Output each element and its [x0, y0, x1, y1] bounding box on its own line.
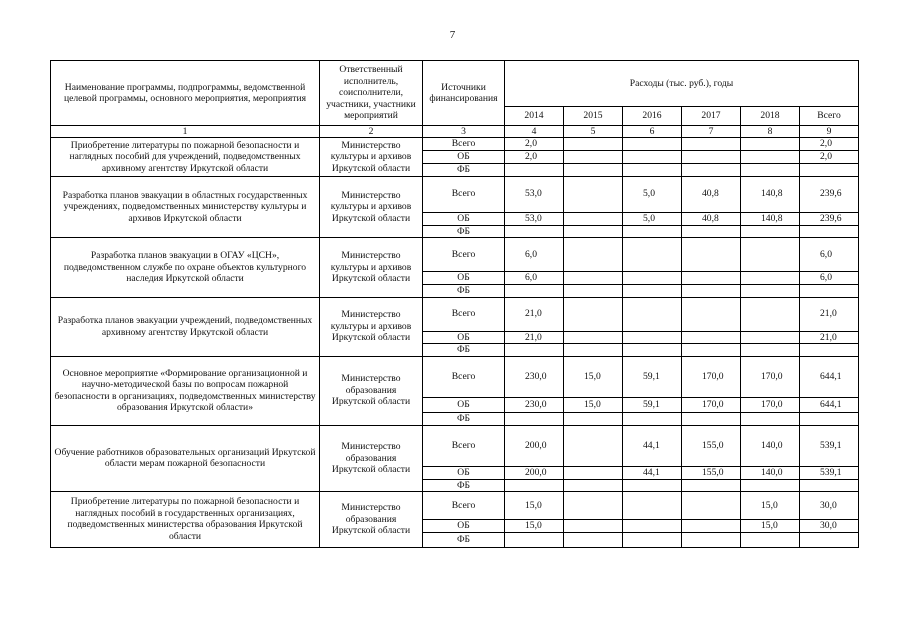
year-value: 140,8	[741, 176, 800, 212]
year-value	[623, 238, 682, 272]
year-value: 170,0	[682, 397, 741, 412]
year-value	[682, 520, 741, 533]
year-value: 15,0	[741, 492, 800, 520]
year-value: 21,0	[505, 331, 564, 344]
year-value: 15,0	[505, 520, 564, 533]
year-value: 6,0	[505, 238, 564, 272]
total-value: 30,0	[800, 492, 859, 520]
year-value	[564, 412, 623, 425]
column-number: 5	[564, 126, 623, 138]
year-value: 15,0	[564, 356, 623, 397]
year-value	[623, 272, 682, 285]
year-value: 6,0	[505, 272, 564, 285]
year-value	[564, 164, 623, 177]
column-number: 6	[623, 126, 682, 138]
funding-source: ФБ	[423, 164, 505, 177]
responsible-executor: Министерство образования Иркутской области	[320, 356, 423, 425]
total-value: 644,1	[800, 356, 859, 397]
year-value	[741, 138, 800, 151]
year-header: 2015	[564, 107, 623, 126]
year-value: 2,0	[505, 151, 564, 164]
table-row	[51, 138, 859, 151]
year-value: 44,1	[623, 466, 682, 479]
year-value: 53,0	[505, 176, 564, 212]
year-value	[505, 479, 564, 492]
column-number: 9	[800, 126, 859, 138]
year-value	[564, 272, 623, 285]
year-value: 21,0	[505, 297, 564, 331]
table-row	[51, 297, 859, 331]
year-value: 170,0	[741, 397, 800, 412]
year-value	[682, 492, 741, 520]
year-value	[741, 238, 800, 272]
year-value	[623, 285, 682, 298]
year-value	[682, 151, 741, 164]
year-value	[505, 532, 564, 547]
column-number: 8	[741, 126, 800, 138]
total-value: 2,0	[800, 138, 859, 151]
total-value: 2,0	[800, 151, 859, 164]
responsible-executor: Министерство культуры и архивов Иркутской области	[320, 176, 423, 238]
table-body	[51, 138, 859, 548]
year-header: 2018	[741, 107, 800, 126]
year-value	[623, 412, 682, 425]
responsible-executor: Министерство образования Иркутской области	[320, 425, 423, 492]
year-header: 2016	[623, 107, 682, 126]
table-header	[51, 61, 859, 138]
table-row	[51, 356, 859, 397]
year-value: 44,1	[623, 425, 682, 466]
year-value	[682, 138, 741, 151]
year-value: 5,0	[623, 212, 682, 225]
year-value	[564, 425, 623, 466]
measure-name: Приобретение литературы по пожарной безопасности и наглядных пособий для учреждений, подведомственных архивному агентству Иркутской области	[51, 138, 320, 177]
total-value: 30,0	[800, 520, 859, 533]
year-value	[505, 412, 564, 425]
year-value: 140,0	[741, 425, 800, 466]
col-source-header: Источники финансирования	[423, 61, 505, 126]
total-value: 644,1	[800, 397, 859, 412]
year-value: 2,0	[505, 138, 564, 151]
responsible-executor: Министерство образования Иркутской области	[320, 492, 423, 548]
year-value: 230,0	[505, 397, 564, 412]
col-expenses-header: Расходы (тыс. руб.), годы	[505, 61, 859, 107]
year-value	[564, 238, 623, 272]
year-value: 15,0	[505, 492, 564, 520]
year-value	[741, 285, 800, 298]
total-value	[800, 225, 859, 238]
responsible-executor: Министерство культуры и архивов Иркутской области	[320, 138, 423, 177]
year-value	[682, 532, 741, 547]
year-value	[682, 412, 741, 425]
total-value	[800, 412, 859, 425]
funding-source: ФБ	[423, 479, 505, 492]
year-value: 5,0	[623, 176, 682, 212]
year-value	[505, 225, 564, 238]
year-value	[564, 285, 623, 298]
funding-source: ОБ	[423, 466, 505, 479]
year-value	[564, 138, 623, 151]
total-value: 6,0	[800, 238, 859, 272]
year-value	[741, 331, 800, 344]
year-header: 2014	[505, 107, 564, 126]
year-value	[741, 272, 800, 285]
total-value	[800, 344, 859, 357]
column-number: 7	[682, 126, 741, 138]
table-row	[51, 492, 859, 520]
year-value	[564, 479, 623, 492]
column-number-row	[51, 126, 859, 138]
year-value: 15,0	[564, 397, 623, 412]
column-number: 1	[51, 126, 320, 138]
funding-source: ОБ	[423, 397, 505, 412]
year-value	[623, 479, 682, 492]
year-value	[682, 297, 741, 331]
year-value	[741, 479, 800, 492]
year-value	[505, 164, 564, 177]
total-value: 239,6	[800, 176, 859, 212]
responsible-executor: Министерство культуры и архивов Иркутской области	[320, 297, 423, 356]
total-value: 539,1	[800, 466, 859, 479]
total-value: 6,0	[800, 272, 859, 285]
year-value	[682, 479, 741, 492]
responsible-executor: Министерство культуры и архивов Иркутской области	[320, 238, 423, 298]
year-value	[623, 492, 682, 520]
funding-source: Всего	[423, 176, 505, 212]
funding-source: Всего	[423, 138, 505, 151]
funding-source: ФБ	[423, 225, 505, 238]
measure-name: Разработка планов эвакуации в ОГАУ «ЦСН», подведомственном службе по охране объектов культурного наследия Иркутской области	[51, 238, 320, 298]
year-value: 155,0	[682, 425, 741, 466]
year-value	[505, 344, 564, 357]
measure-name: Разработка планов эвакуации в областных государственных учреждениях, подведомственных министерству культуры и архивов Иркутской области	[51, 176, 320, 238]
total-value	[800, 532, 859, 547]
year-value	[741, 164, 800, 177]
year-value: 59,1	[623, 356, 682, 397]
funding-source: ОБ	[423, 331, 505, 344]
year-value	[623, 164, 682, 177]
year-value	[682, 238, 741, 272]
year-value	[564, 344, 623, 357]
total-value: 239,6	[800, 212, 859, 225]
funding-source: Всего	[423, 356, 505, 397]
total-value: 21,0	[800, 331, 859, 344]
year-value	[741, 344, 800, 357]
table-row	[51, 238, 859, 272]
total-value: 539,1	[800, 425, 859, 466]
total-value: 21,0	[800, 297, 859, 331]
col-name-header: Наименование программы, подпрограммы, ведомственной целевой программы, основного мероприятия, мероприятия	[51, 61, 320, 126]
column-number: 3	[423, 126, 505, 138]
year-value	[741, 532, 800, 547]
year-value	[564, 176, 623, 212]
measure-name: Основное мероприятие «Формирование организационной и научно-методической базы по вопросам пожарной безопасности в организациях, подведомственных министерству образования Иркутской области»	[51, 356, 320, 425]
year-value	[564, 492, 623, 520]
year-value	[623, 331, 682, 344]
year-value	[564, 212, 623, 225]
column-number: 2	[320, 126, 423, 138]
year-value: 200,0	[505, 425, 564, 466]
funding-source: ОБ	[423, 272, 505, 285]
year-value	[682, 344, 741, 357]
measure-name: Разработка планов эвакуации учреждений, подведомственных архивному агентству Иркутской области	[51, 297, 320, 356]
year-value: 40,8	[682, 212, 741, 225]
funding-source: ФБ	[423, 344, 505, 357]
year-value: 15,0	[741, 520, 800, 533]
funding-source: ОБ	[423, 212, 505, 225]
funding-source: ОБ	[423, 151, 505, 164]
year-value	[741, 297, 800, 331]
funding-source: Всего	[423, 492, 505, 520]
page-number: 7	[449, 29, 456, 41]
year-value	[623, 520, 682, 533]
year-value	[682, 225, 741, 238]
year-value	[623, 151, 682, 164]
year-value	[623, 225, 682, 238]
year-value	[564, 297, 623, 331]
year-value: 200,0	[505, 466, 564, 479]
year-value	[682, 285, 741, 298]
year-value: 53,0	[505, 212, 564, 225]
funding-source: Всего	[423, 425, 505, 466]
funding-source: ФБ	[423, 412, 505, 425]
measure-name: Обучение работников образовательных организаций Иркутской области мерам пожарной безопасности	[51, 425, 320, 492]
year-value	[741, 412, 800, 425]
year-value	[682, 164, 741, 177]
table-row	[51, 176, 859, 212]
year-value: 170,0	[741, 356, 800, 397]
year-value: 40,8	[682, 176, 741, 212]
year-value	[564, 466, 623, 479]
budget-table	[50, 60, 859, 548]
funding-source: ФБ	[423, 285, 505, 298]
year-value	[564, 520, 623, 533]
funding-source: Всего	[423, 238, 505, 272]
year-value	[505, 285, 564, 298]
table-row	[51, 425, 859, 466]
funding-source: ОБ	[423, 520, 505, 533]
measure-name: Приобретение литературы по пожарной безопасности и наглядных пособий в государственных организациях, подведомственных министерства образования Иркутской области	[51, 492, 320, 548]
funding-source: ФБ	[423, 532, 505, 547]
year-value: 140,8	[741, 212, 800, 225]
year-value	[682, 331, 741, 344]
year-value	[623, 297, 682, 331]
year-value	[564, 151, 623, 164]
year-value	[741, 151, 800, 164]
year-value	[623, 138, 682, 151]
funding-source: Всего	[423, 297, 505, 331]
year-value	[564, 331, 623, 344]
year-value: 230,0	[505, 356, 564, 397]
column-number: 4	[505, 126, 564, 138]
total-value	[800, 164, 859, 177]
year-value	[564, 532, 623, 547]
year-header: 2017	[682, 107, 741, 126]
year-value: 170,0	[682, 356, 741, 397]
year-value: 59,1	[623, 397, 682, 412]
year-value	[682, 272, 741, 285]
year-value	[741, 225, 800, 238]
total-value	[800, 479, 859, 492]
year-value: 140,0	[741, 466, 800, 479]
year-value	[623, 344, 682, 357]
col-executor-header: Ответственный исполнитель, соисполнители, участники, участники мероприятий	[320, 61, 423, 126]
total-header: Всего	[800, 107, 859, 126]
year-value: 155,0	[682, 466, 741, 479]
year-value	[564, 225, 623, 238]
year-value	[623, 532, 682, 547]
total-value	[800, 285, 859, 298]
